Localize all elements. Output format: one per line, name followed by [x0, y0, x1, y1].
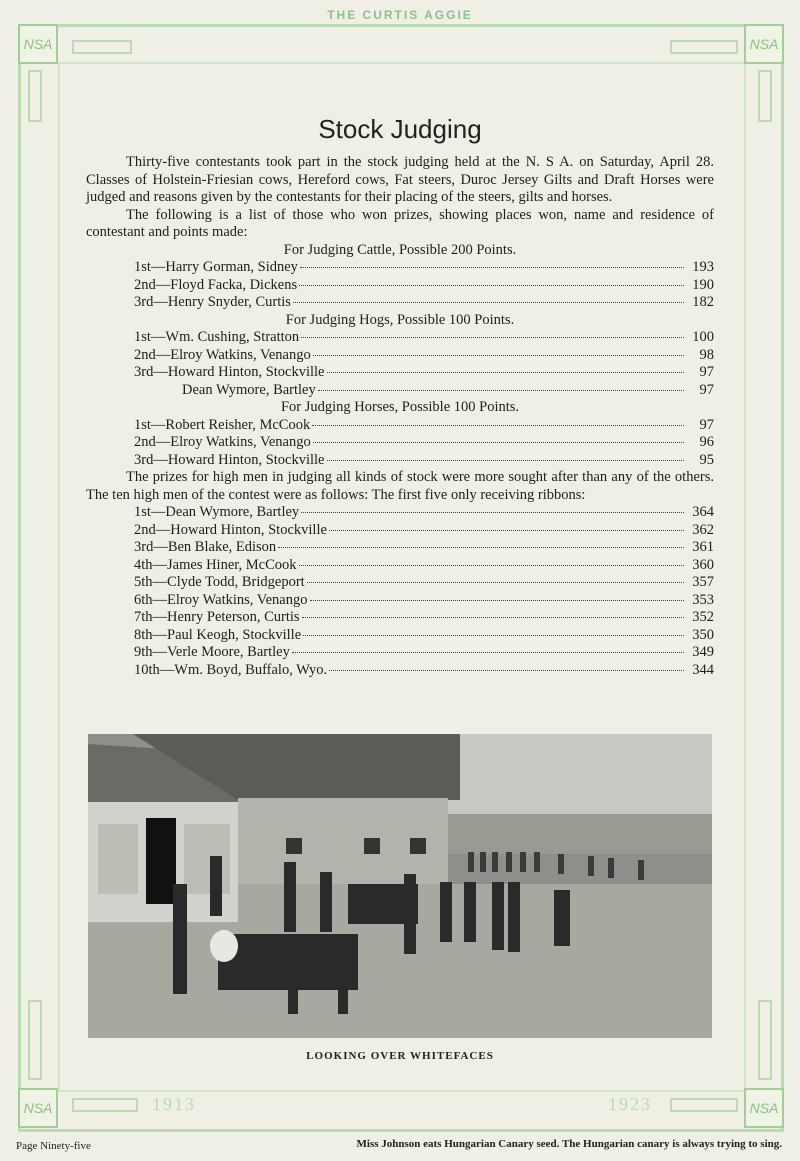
- contestant-name: 6th—Elroy Watkins, Venango: [134, 591, 308, 608]
- contestant-name: 4th—James Hiner, McCook: [134, 556, 297, 573]
- dot-leader: [301, 512, 684, 513]
- dot-leader: [327, 372, 685, 373]
- dot-leader: [303, 635, 684, 636]
- article-body: [86, 154, 714, 679]
- points: 98: [699, 346, 714, 363]
- dot-leader: [292, 652, 684, 653]
- result-row: [134, 644, 714, 662]
- points: 100: [692, 329, 714, 345]
- points: 97: [699, 416, 714, 433]
- contestant-name: 1st—Harry Gorman, Sidney: [134, 259, 298, 275]
- points: 97: [699, 364, 714, 380]
- points: 361: [692, 539, 714, 555]
- result-row: [134, 627, 714, 645]
- dot-leader: [299, 565, 684, 566]
- result-row: [182, 382, 714, 400]
- dot-leader: [313, 355, 684, 356]
- corner-logo-bottom-right: NSA: [744, 1088, 784, 1128]
- points: 96: [699, 434, 714, 450]
- judging-categories: [86, 242, 714, 470]
- intro-paragraph: Thirty-five contestants took part in the stock judging held at the N. S A. on Saturday, April 28. Classes of Holstein-Friesian cows, Hereford cows, Fat steers, Duroc Jersey Gilts and Draft Horses were judged and reasons given by the contestants for their placing of the steers, gilts and horses.: [86, 154, 714, 205]
- result-row: [134, 452, 714, 470]
- page-number: Page Ninety-five: [16, 1140, 91, 1152]
- points: 190: [692, 276, 714, 293]
- result-row: [134, 259, 714, 277]
- result-row: [134, 417, 714, 435]
- intro-paragraph: The following is a list of those who won prizes, showing places won, name and residence of contestant and points made:: [86, 206, 714, 240]
- points: 182: [692, 294, 714, 310]
- dot-leader: [310, 600, 685, 601]
- contestant-name: 8th—Paul Keogh, Stockville: [134, 626, 302, 643]
- contestant-name: 3rd—Howard Hinton, Stockville: [134, 451, 325, 468]
- dot-leader: [299, 285, 684, 286]
- points: 364: [692, 504, 714, 520]
- contestant-name: 1st—Wm. Cushing, Stratton: [134, 329, 300, 345]
- contestant-name: 2nd—Floyd Facka, Dickens: [134, 276, 298, 293]
- contestant-name: 7th—Henry Peterson, Curtis: [134, 609, 300, 625]
- result-row: [134, 574, 714, 592]
- footer-joke: Miss Johnson eats Hungarian Canary seed. The Hungarian canary is always trying to sing.: [356, 1138, 782, 1150]
- result-row: [134, 329, 714, 347]
- points: 349: [692, 644, 714, 660]
- ornament-bar: [758, 1000, 772, 1080]
- result-row: [134, 609, 714, 627]
- category-heading: For Judging Cattle, Possible 200 Points.: [283, 241, 517, 258]
- category-heading: For Judging Horses, Possible 100 Points.: [280, 399, 520, 415]
- contestant-name: 3rd—Henry Snyder, Curtis: [134, 294, 291, 310]
- result-row: [134, 539, 714, 557]
- contestant-name: 5th—Clyde Todd, Bridgeport: [134, 574, 305, 590]
- dot-leader: [301, 337, 684, 338]
- dot-leader: [312, 425, 684, 426]
- dot-leader: [327, 460, 685, 461]
- contestant-name: 2nd—Elroy Watkins, Venango: [134, 346, 311, 363]
- dot-leader: [329, 670, 684, 671]
- contestant-name: 1st—Robert Reisher, McCook: [134, 416, 311, 433]
- contestant-name: 2nd—Howard Hinton, Stockville: [134, 521, 327, 538]
- photo-caption: LOOKING OVER WHITEFACES: [306, 1050, 494, 1062]
- result-row: [134, 522, 714, 540]
- contestant-name: 9th—Verle Moore, Bartley: [134, 644, 290, 660]
- dot-leader: [329, 530, 684, 531]
- contestant-name: 3rd—Ben Blake, Edison: [134, 539, 277, 555]
- year-left: 1913: [152, 1094, 196, 1114]
- points: 344: [692, 661, 714, 678]
- dot-leader: [318, 390, 684, 391]
- category-heading: For Judging Hogs, Possible 100 Points.: [285, 311, 515, 328]
- contestant-name: Dean Wymore, Bartley: [182, 381, 316, 398]
- result-row: [134, 294, 714, 312]
- dot-leader: [278, 547, 684, 548]
- dot-leader: [293, 302, 684, 303]
- high-men-paragraph: The prizes for high men in judging all kinds of stock were more sought after than any of the others. The ten high men of the contest were as follows: The first five only receiving ribbons:: [86, 469, 714, 503]
- result-row: [134, 557, 714, 575]
- result-row: [134, 277, 714, 295]
- result-row: [134, 347, 714, 365]
- ornament-bar: [28, 1000, 42, 1080]
- ornament-bar: [670, 1098, 738, 1112]
- running-header: THE CURTIS AGGIE: [327, 8, 473, 22]
- corner-logo-top-left: NSA: [18, 24, 58, 64]
- result-row: [134, 592, 714, 610]
- contestant-name: 3rd—Howard Hinton, Stockville: [134, 364, 325, 380]
- dot-leader: [300, 267, 684, 268]
- ornament-bar: [72, 40, 132, 54]
- points: 97: [699, 381, 714, 398]
- points: 357: [692, 574, 714, 590]
- year-right: 1923: [608, 1094, 652, 1114]
- ornament-bar: [72, 1098, 138, 1112]
- result-row: [134, 364, 714, 382]
- dot-leader: [313, 442, 684, 443]
- result-row: [134, 662, 714, 680]
- points: 193: [692, 259, 714, 275]
- dot-leader: [307, 582, 684, 583]
- ornament-bar: [670, 40, 738, 54]
- dot-leader: [302, 617, 684, 618]
- contestant-name: 10th—Wm. Boyd, Buffalo, Wyo.: [134, 661, 328, 678]
- photo-looking-over-whitefaces: [88, 734, 712, 1038]
- points: 353: [692, 591, 714, 608]
- page-title: Stock Judging: [318, 114, 482, 144]
- points: 95: [699, 451, 714, 468]
- result-row: [134, 504, 714, 522]
- points: 352: [692, 609, 714, 625]
- corner-logo-bottom-left: NSA: [18, 1088, 58, 1128]
- corner-logo-top-right: NSA: [744, 24, 784, 64]
- points: 360: [692, 556, 714, 573]
- contestant-name: 1st—Dean Wymore, Bartley: [134, 504, 300, 520]
- points: 362: [692, 521, 714, 538]
- points: 350: [692, 626, 714, 643]
- contestant-name: 2nd—Elroy Watkins, Venango: [134, 434, 311, 450]
- result-row: [134, 434, 714, 452]
- high-men-list: [86, 504, 714, 679]
